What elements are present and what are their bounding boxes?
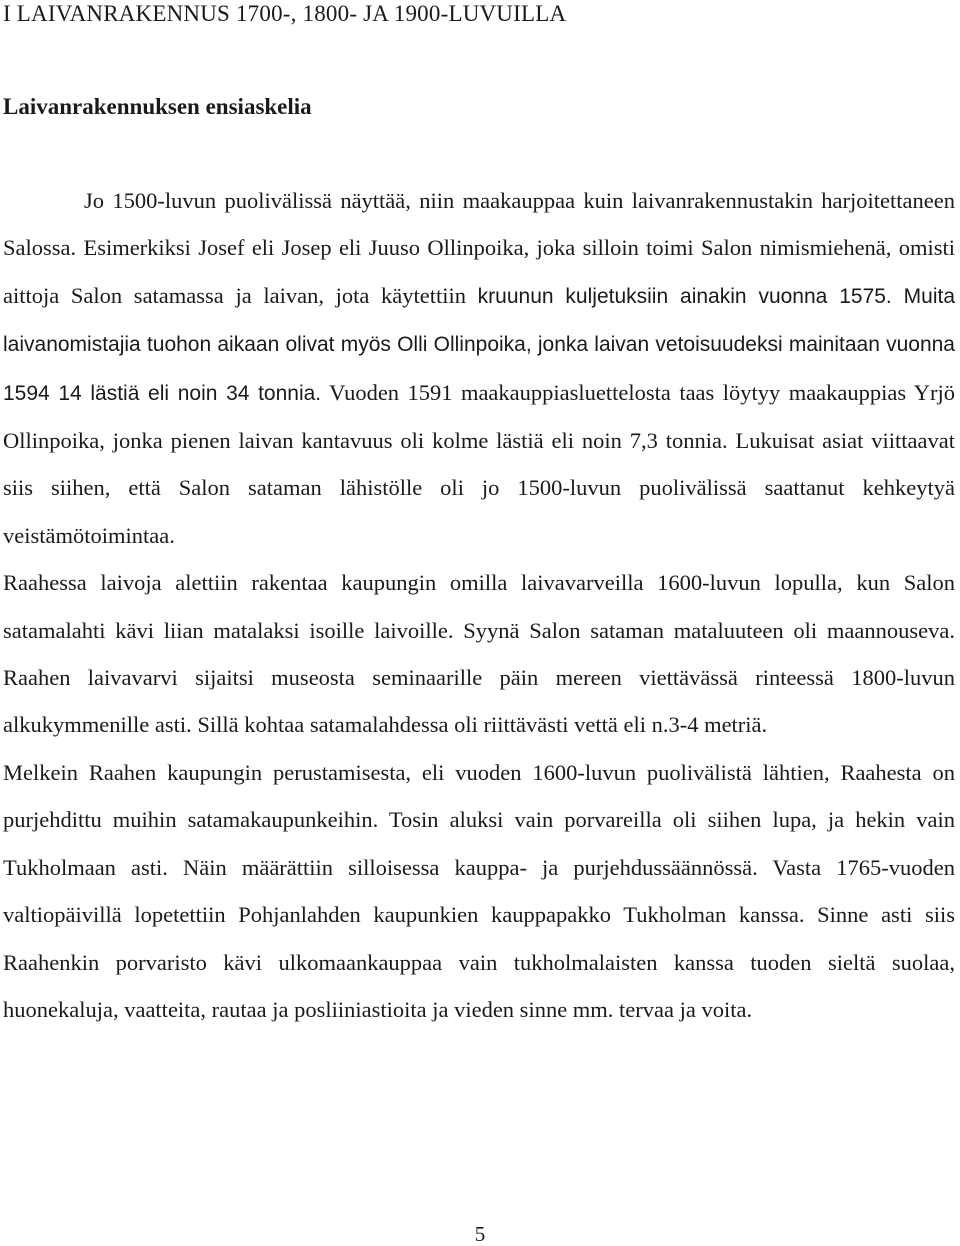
paragraph-1 xyxy=(3,177,955,559)
paragraph-1-text-b: kruunun kuljetuksiin ainakin vuonna 1575. Muita laivanomistajia tuohon aikaan olivat myös Olli Ollinpoika, jonka laivan vetoisuudeksi mainitaan vuonna 1594 14 lästiä eli noin 34 tonnia. xyxy=(3,284,955,405)
paragraph-1-text-c: Vuoden 1591 maakauppiasluettelosta taas löytyy maakauppias Yrjö Ollinpoika, jonka pienen laivan kantavuus oli kolme lästiä eli noin 7,3 tonnia. Lukuisat asiat viittaavat siis siihen, että Salon sataman lähistölle oli jo 1500-luvun puolivälissä saattanut kehkeytyä veistämötoimintaa. xyxy=(3,379,955,548)
paragraph-2-text: Raahessa laivoja alettiin rakentaa kaupungin omilla laivavarveilla 1600-luvun lopulla, kun Salon satamalahti kävi liian matalaksi isoille laivoille. Syynä Salon sataman mataluuteen oli maannouseva. Raahen laivavarvi sijaitsi museosta seminaarille päin mereen viettävässä rinteessä 1800-luvun alkukymmenille asti. Sillä kohtaa satamalahdessa oli riittävästi vettä eli n.3-4 metriä. xyxy=(3,570,955,738)
paragraph-1-text-a: Jo 1500-luvun puolivälissä näyttää, niin maakauppaa kuin laivanrakennustakin harjoitettaneen Salossa. Esimerkiksi Josef eli Josep eli Juuso Ollinpoika, joka silloin toimi Salon nimismiehenä, omisti aittoja Salon satamassa ja laivan, jota käytettiin xyxy=(3,188,955,308)
section-heading: Laivanrakennuksen ensiaskelia xyxy=(3,94,312,119)
paragraph-2 xyxy=(3,559,955,749)
paragraph-3-text: Melkein Raahen kaupungin perustamisesta, eli vuoden 1600-luvun puolivälistä lähtien, Raahesta on purjehdittu muihin satamakaupunkeihin. Tosin aluksi vain porvareilla oli siihen lupa, ja hekin vain Tukholmaan asti. Näin määrättiin silloisessa kauppa- ja purjehdussäännössä. Vasta 1765-vuoden valtiopäivillä lopetettiin Pohjanlahden kaupunkien kauppapakko Tukholman kanssa. Sinne asti siis Raahenkin porvaristo kävi ulkomaankauppaa vain tukholmalaisten kanssa tuoden sieltä suolaa, huonekaluja, vaatteita, rautaa ja posliiniastioita ja vieden sinne mm. tervaa ja voita. xyxy=(3,759,955,1022)
body-text xyxy=(3,177,955,1033)
page-number: 5 xyxy=(474,1222,486,1246)
chapter-heading: I LAIVANRAKENNUS 1700-, 1800- JA 1900-LUVUILLA xyxy=(3,1,567,26)
paragraph-3 xyxy=(3,749,955,1033)
